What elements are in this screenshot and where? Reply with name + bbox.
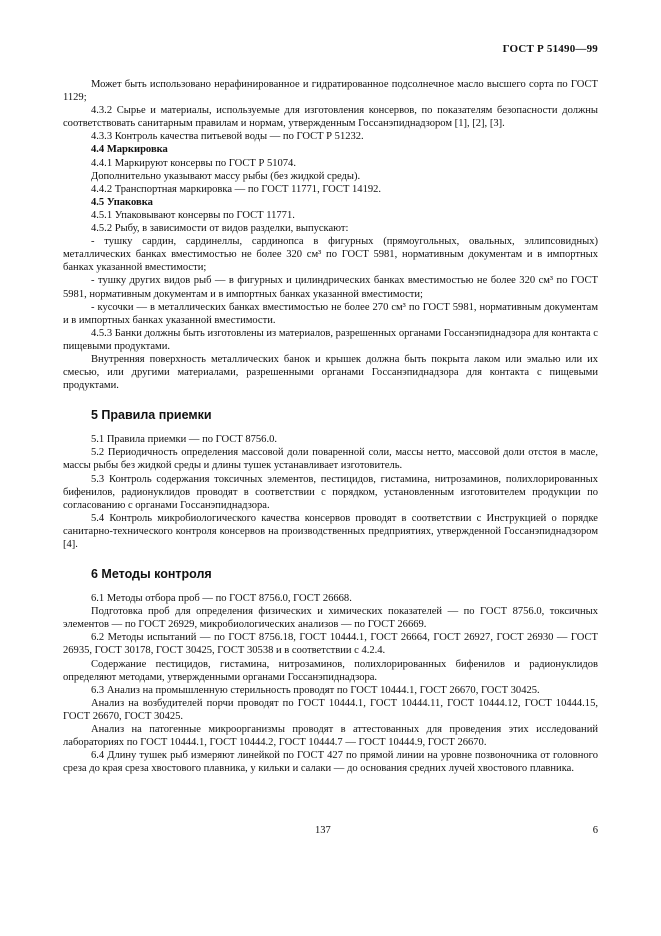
paragraph: 4.5.1 Упаковывают консервы по ГОСТ 11771. [91, 209, 295, 221]
list-item: - кусочки — в металлических банках вместимостью не более 270 см³ по ГОСТ 5981, нормативным документам и в импортных банках указанной вместимости. [63, 301, 598, 326]
paragraph: 6.2 Методы испытаний — по ГОСТ 8756.18, ГОСТ 10444.1, ГОСТ 26664, ГОСТ 26927, ГОСТ 26930 — ГОСТ 26935, ГОСТ 30178, ГОСТ 30425, ГОСТ 30538 и в соответствии с 4.2.4. [63, 632, 598, 657]
paragraph: Подготовка проб для определения физических и химических показателей — по ГОСТ 8756.0, токсичных элементов — по ГОСТ 26929, микробиологических анализов — по ГОСТ 26669. [63, 606, 598, 631]
paragraph: Анализ на возбудителей порчи проводят по ГОСТ 10444.1, ГОСТ 10444.11, ГОСТ 10444.12, ГОСТ 10444.15, ГОСТ 26670, ГОСТ 30425. [63, 697, 598, 722]
document-body [63, 78, 598, 775]
paragraph: 5.1 Правила приемки — по ГОСТ 8756.0. [91, 434, 277, 446]
subsection-heading: 4.4 Маркировка [91, 144, 168, 156]
subsection-heading: 4.5 Упаковка [91, 196, 153, 208]
list-item: - тушку сардин, сардинеллы, сардинопса в фигурных (прямоугольных, овальных, эллипсовидных) металлических банках вместимостью не более 320 см³ по ГОСТ 5981, нормативным документам и в импортных банках указанной вместимости; [63, 236, 598, 274]
paragraph: Внутренняя поверхность металлических банок и крышек должна быть покрыта лаком или эмалью или их смесью, или другими материалами, разрешенными органами Госсанэпиднадзора для контакта с пищевыми продуктами. [63, 353, 598, 392]
paragraph: Может быть использовано нерафинированное и гидратированное подсолнечное масло высшего сорта по ГОСТ 1129; [63, 79, 598, 104]
paragraph: 4.4.1 Маркируют консервы по ГОСТ Р 51074. [91, 157, 296, 169]
paragraph: 4.3.2 Сырье и материалы, используемые для изготовления консервов, по показателям безопасности должны соответствовать санитарным правилам и нормам, утвержденным Госсанэпиднадзором [1], [2], [3]. [63, 105, 598, 130]
document-code: ГОСТ Р 51490—99 [502, 43, 598, 55]
paragraph: Содержание пестицидов, гистамина, нитрозаминов, полихлорированных бифенилов и радионуклидов определяют методами, утвержденными органами Госсанэпиднадзора. [63, 658, 598, 683]
section-heading: 5 Правила приемки [91, 408, 212, 423]
paragraph: 6.3 Анализ на промышленную стерильность проводят по ГОСТ 10444.1, ГОСТ 26670, ГОСТ 30425. [91, 684, 540, 696]
paragraph: 4.5.2 Рыбу, в зависимости от видов разделки, выпускают: [91, 223, 349, 235]
paragraph: 5.3 Контроль содержания токсичных элементов, пестицидов, гистамина, нитрозаминов, полихлорированных бифенилов, радионуклидов проводят в соответствии с порядком, установленным изготовителем продукции по согласованию с органами Госсанэпиднадзора. [63, 473, 598, 511]
page-number: 137 [315, 825, 331, 836]
list-item: - тушку других видов рыб — в фигурных и цилиндрических банках вместимостью не более 320 см³ по ГОСТ 5981, нормативным документам и в импортных банках указанной вместимости; [63, 275, 598, 300]
paragraph: Дополнительно указывают массу рыбы (без жидкой среды). [91, 170, 361, 182]
paragraph: 4.4.2 Транспортная маркировка — по ГОСТ 11771, ГОСТ 14192. [91, 183, 382, 195]
paragraph: 5.4 Контроль микробиологического качества консервов проводят в соответствии с Инструкцией о порядке санитарно-технического контроля консервов на производственных предприятиях, утвержденной Госсанэпиднадзором [4]. [63, 512, 598, 550]
paragraph: Анализ на патогенные микроорганизмы проводят в аттестованных для проведения этих исследований лабораториях по ГОСТ 10444.1, ГОСТ 10444.2, ГОСТ 10444.7 — ГОСТ 10444.9, ГОСТ 26670. [63, 724, 598, 749]
paragraph: 4.3.3 Контроль качества питьевой воды — по ГОСТ Р 51232. [91, 131, 364, 143]
paragraph: 4.5.3 Банки должны быть изготовлены из материалов, разрешенных органами Госсанэпиднадзора для контакта с пищевыми продуктами. [63, 327, 598, 352]
paragraph: 6.1 Методы отбора проб — по ГОСТ 8756.0, ГОСТ 26668. [91, 593, 352, 605]
sheet-number: 6 [592, 825, 598, 836]
paragraph: 5.2 Периодичность определения массовой доли поваренной соли, массы нетто, массовой доли отстоя в масле, массы рыбы без жидкой среды и длины тушек устанавливает изготовитель. [63, 447, 598, 472]
section-heading: 6 Методы контроля [91, 567, 212, 582]
paragraph: 6.4 Длину тушек рыб измеряют линейкой по ГОСТ 427 по прямой линии на уровне позвоночника от головного среза до края среза хвостового плавника, у кильки и салаки — до основания средних лучей хвостового плавника. [63, 750, 598, 775]
